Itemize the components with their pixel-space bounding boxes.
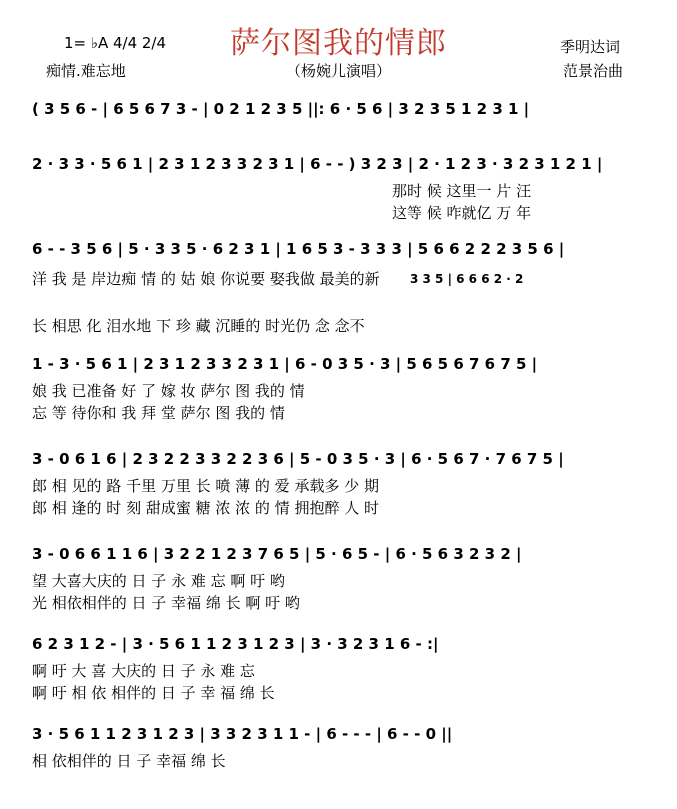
song-title: 萨尔图我的情郎 [230,26,447,61]
singer-credit: （杨婉儿演唱） [285,62,391,80]
lyricist-credit: 季明达词 [560,38,621,56]
lyric-line: 啊 吁 大 喜 大庆的 日 子 永 难 忘 [32,662,255,680]
notation-line: ( 3 5 6 - | 6 5 6 7 3 - | 0 2 1 2 3 5 ||: 6 · 5 6 | 3 2 3 5 1 2 3 1 | [32,100,530,118]
composer-credit: 范景治曲 [563,62,624,80]
lyric-line: 郎 相 见的 路 千里 万里 长 喷 薄 的 爱 承载多 少 期 [32,477,379,495]
lyric-line: 光 相依相伴的 日 子 幸福 绵 长 啊 吁 哟 [32,594,300,612]
lyric-line: 相 依相伴的 日 子 幸福 绵 长 [32,752,226,770]
lyric-line: 郎 相 逢的 时 刻 甜成蜜 糖 浓 浓 的 情 拥抱醉 人 时 [32,499,379,517]
lyric-line: 这等 候 咋就亿 万 年 [392,204,532,222]
lyric-line: 啊 吁 相 依 相伴的 日 子 幸 福 绵 长 [32,684,275,702]
lyric-line: 洋 我 是 岸边痴 情 的 姑 娘 你说要 娶我做 最美的新 [32,270,380,288]
notation-line: 3 3 5 | 6 6 6 2 · 2 [410,272,524,286]
lyric-line: 娘 我 已准备 好 了 嫁 妆 萨尔 图 我的 情 [32,382,305,400]
notation-line: 3 - 0 6 1 6 | 2 3 2 2 3 3 2 2 3 6 | 5 - 0 3 5 · 3 | 6 · 5 6 7 · 7 6 7 5 | [32,450,564,468]
notation-line: 1 - 3 · 5 6 1 | 2 3 1 2 3 3 2 3 1 | 6 - 0 3 5 · 3 | 5 6 5 6 7 6 7 5 | [32,355,538,373]
notation-line: 2 · 3 3 · 5 6 1 | 2 3 1 2 3 3 2 3 1 | 6 - - ) 3 2 3 | 2 · 1 2 3 · 3 2 3 1 2 1 | [32,155,603,173]
lyric-line: 那时 候 这里一 片 汪 [392,182,532,200]
notation-line: 6 2 3 1 2 - | 3 · 5 6 1 1 2 3 1 2 3 | 3 · 3 2 3 1 6 - :| [32,635,439,653]
key-signature: 1= ♭A 4/4 2/4 [64,34,167,52]
lyric-line: 忘 等 待你和 我 拜 堂 萨尔 图 我的 情 [32,404,285,422]
notation-line: 3 · 5 6 1 1 2 3 1 2 3 | 3 3 2 3 1 1 - | 6 - - - | 6 - - 0 || [32,725,453,743]
notation-line: 3 - 0 6 6 1 1 6 | 3 2 2 1 2 3 7 6 5 | 5 · 6 5 - | 6 · 5 6 3 2 3 2 | [32,545,522,563]
notation-line: 6 - - 3 5 6 | 5 · 3 3 5 · 6 2 3 1 | 1 6 5 3 - 3 3 3 | 5 6 6 2 2 2 3 5 6 | [32,240,565,258]
lyric-line: 长 相思 化 泪水地 下 珍 藏 沉睡的 时光仍 念 念不 [32,317,365,335]
performance-style: 痴情.难忘地 [46,62,126,80]
lyric-line: 望 大喜大庆的 日 子 永 难 忘 啊 吁 哟 [32,572,285,590]
